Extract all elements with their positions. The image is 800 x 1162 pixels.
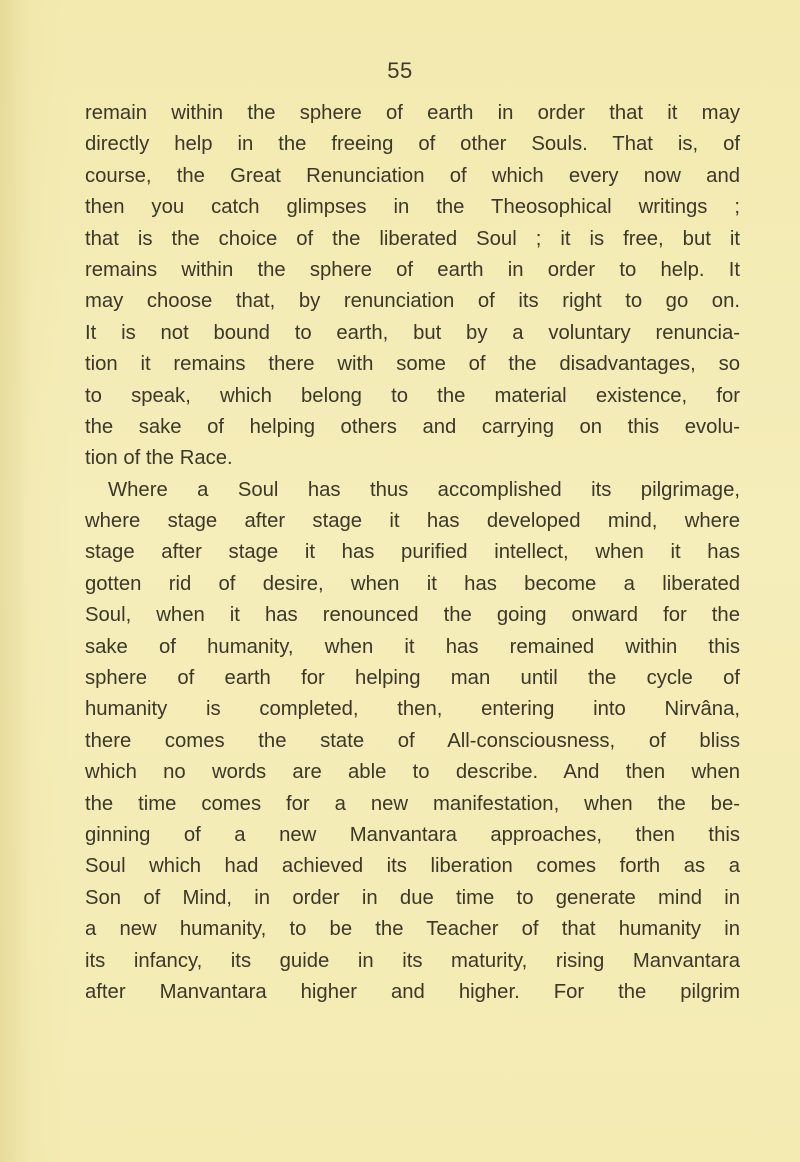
text-line: humanity is completed, then, entering into Nirvâna, [85, 698, 740, 721]
body-text [85, 98, 740, 1008]
text-line: stage after stage it has purified intellect, when it has [85, 541, 740, 564]
text-line: remains within the sphere of earth in order to help. It [85, 258, 740, 281]
paragraph-start-line: Where a Soul has thus accomplished its pilgrimage, [108, 478, 740, 501]
text-line: Soul, when it has renounced the going onward for the [85, 604, 740, 627]
text-line: remain within the sphere of earth in order that it may [85, 102, 740, 124]
text-line: where stage after stage it has developed mind, where [85, 510, 740, 533]
text-line: may choose that, by renunciation of its right to go on. [85, 290, 740, 313]
text-line: there comes the state of All-consciousness, of bliss [85, 729, 740, 752]
page-number: 55 [387, 58, 413, 83]
paragraph-end-line: tion of the Race. [85, 447, 233, 470]
text-line: which no words are able to describe. And then when [85, 761, 740, 784]
text-line: Son of Mind, in order in due time to generate mind in [85, 886, 740, 909]
text-line: tion it remains there with some of the disadvantages, so [85, 353, 740, 376]
text-line: ginning of a new Manvantara approaches, then this [85, 823, 740, 846]
text-line: Soul which had achieved its liberation comes forth as a [85, 855, 740, 878]
text-line: It is not bound to earth, but by a voluntary renuncia- [85, 321, 740, 344]
text-line: sphere of earth for helping man until the cycle of [85, 667, 740, 690]
text-line: a new humanity, to be the Teacher of that humanity in [85, 918, 740, 941]
text-line: to speak, which belong to the material existence, for [85, 384, 740, 407]
text-line: the sake of helping others and carrying on this evolu- [85, 415, 740, 438]
text-line: gotten rid of desire, when it has become a liberated [85, 572, 740, 595]
text-line: that is the choice of the liberated Soul ; it is free, but it [85, 227, 740, 250]
text-line: directly help in the freeing of other Souls. That is, of [85, 133, 740, 156]
text-line: then you catch glimpses in the Theosophical writings ; [85, 196, 740, 219]
text-line: sake of humanity, when it has remained within this [85, 635, 740, 658]
text-line: its infancy, its guide in its maturity, rising Manvantara [85, 949, 740, 972]
text-line: after Manvantara higher and higher. For the pilgrim [85, 980, 740, 1003]
text-line: course, the Great Renunciation of which every now and [85, 164, 740, 187]
text-line: the time comes for a new manifestation, when the be- [85, 792, 740, 815]
